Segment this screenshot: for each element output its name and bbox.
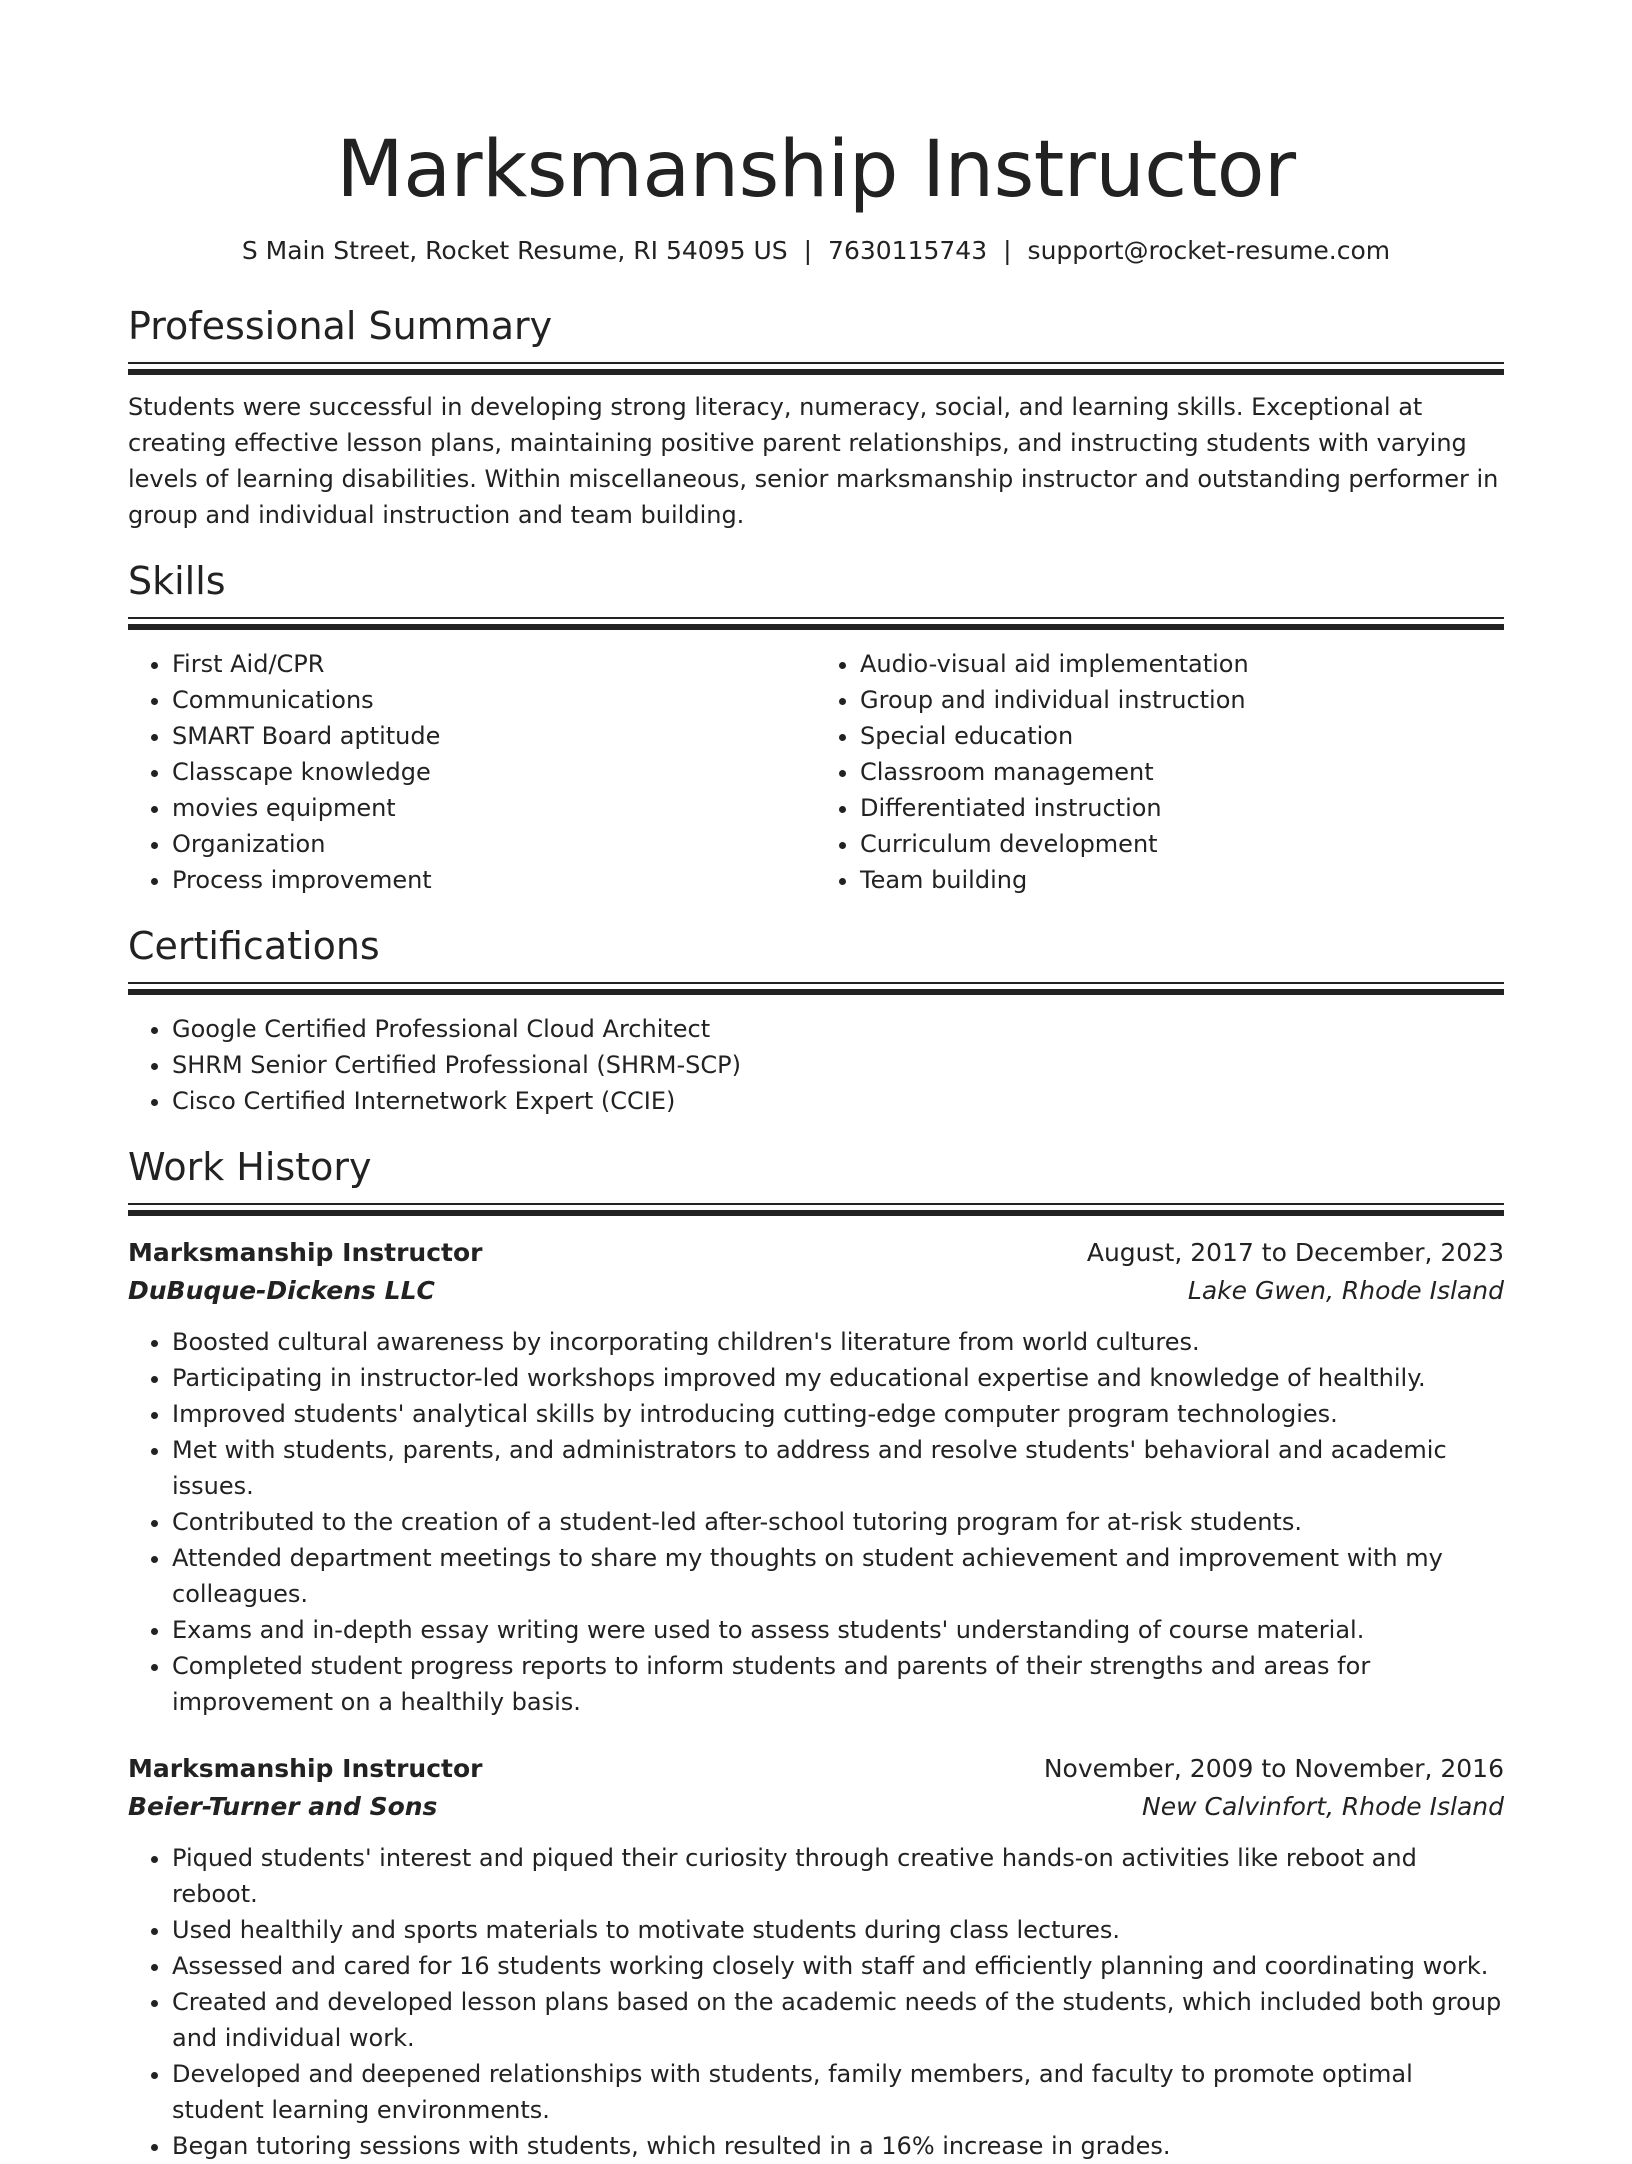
skill-item: • Curriculum development [860, 826, 1504, 862]
job-dates: August, 2017 to December, 2023 [1086, 1238, 1504, 1267]
job-bullet: • Used healthily and sports materials to motivate students during class lectures. [172, 1912, 1504, 1948]
contact-phone: 7630115743 [828, 236, 988, 265]
skill-item: • Special education [860, 718, 1504, 754]
summary-section [128, 304, 1504, 533]
skill-item: • Communications [172, 682, 816, 718]
job-bullet: • Participating in instructor-led workshops improved my educational expertise and knowledge of healthily. [172, 1360, 1504, 1396]
job-location: New Calvinfort, Rhode Island [1142, 1792, 1504, 1821]
certification-item: • Google Certified Professional Cloud Architect [172, 1011, 1504, 1047]
job-bullet: • Completed student progress reports to inform students and parents of their strengths and areas for improvement on a healthily basis. [172, 1648, 1504, 1720]
skill-item: • movies equipment [172, 790, 816, 826]
job-header-row [128, 1234, 1504, 1272]
job-title: Marksmanship Instructor [128, 1238, 483, 1267]
job-bullet: • Attended department meetings to share my thoughts on student achievement and improvement with my colleagues. [172, 1540, 1504, 1612]
contact-separator: | [1003, 236, 1012, 265]
skill-item: • First Aid/CPR [172, 646, 816, 682]
job-entry [128, 1234, 1504, 1720]
job-subheader-row [128, 1788, 1504, 1826]
skill-item: • SMART Board aptitude [172, 718, 816, 754]
job-entry [128, 1750, 1504, 2164]
job-bullets [128, 1840, 1504, 2164]
section-divider [128, 617, 1504, 632]
summary-heading: Professional Summary [128, 304, 553, 348]
job-company: DuBuque-Dickens LLC [128, 1276, 435, 1305]
skill-item: • Team building [860, 862, 1504, 898]
job-bullet: • Began tutoring sessions with students, which resulted in a 16% increase in grades. [172, 2128, 1504, 2164]
skills-heading: Skills [128, 559, 226, 603]
contact-address: S Main Street, Rocket Resume, RI 54095 US [241, 236, 788, 265]
job-bullet: • Met with students, parents, and administrators to address and resolve students' behavioral and academic issues. [172, 1432, 1504, 1504]
skills-list-right [816, 646, 1504, 898]
job-subheader-row [128, 1272, 1504, 1310]
certifications-section [128, 924, 1504, 1119]
skill-item: • Classcape knowledge [172, 754, 816, 790]
section-divider [128, 1203, 1504, 1218]
skill-item: • Audio-visual aid implementation [860, 646, 1504, 682]
job-bullet: • Piqued students' interest and piqued their curiosity through creative hands-on activities like reboot and reboot. [172, 1840, 1504, 1912]
contact-email: support@rocket-resume.com [1027, 236, 1391, 265]
skill-item: • Organization [172, 826, 816, 862]
job-location: Lake Gwen, Rhode Island [1187, 1276, 1504, 1305]
job-bullet: • Contributed to the creation of a student-led after-school tutoring program for at-risk students. [172, 1504, 1504, 1540]
contact-separator: | [803, 236, 813, 265]
section-divider [128, 362, 1504, 377]
skills-section [128, 559, 1504, 898]
job-bullets [128, 1324, 1504, 1720]
job-company: Beier-Turner and Sons [128, 1792, 438, 1821]
work-history-heading: Work History [128, 1145, 372, 1189]
job-bullet: • Created and developed lesson plans based on the academic needs of the students, which included both group and individual work. [172, 1984, 1504, 2056]
skills-columns [128, 646, 1504, 898]
certifications-list [128, 1011, 1504, 1119]
section-divider [128, 982, 1504, 997]
certification-item: • SHRM Senior Certified Professional (SHRM-SCP) [172, 1047, 1504, 1083]
job-bullet: • Developed and deepened relationships with students, family members, and faculty to promote optimal student learning environments. [172, 2056, 1504, 2128]
certifications-heading: Certifications [128, 924, 380, 968]
job-bullet: • Boosted cultural awareness by incorporating children's literature from world cultures. [172, 1324, 1504, 1360]
skill-item: • Differentiated instruction [860, 790, 1504, 826]
job-bullet: • Assessed and cared for 16 students working closely with staff and efficiently planning and coordinating work. [172, 1948, 1504, 1984]
job-header-row [128, 1750, 1504, 1788]
job-bullet: • Exams and in-depth essay writing were used to assess students' understanding of course material. [172, 1612, 1504, 1648]
summary-text: Students were successful in developing strong literacy, numeracy, social, and learning skills. Exceptional at creating effective lesson plans, maintaining positive parent relationships, and instructing students with varying levels of learning disabilities. Within miscellaneous, senior marksmanship instructor and outstanding performer in group and individual instruction and team building. [128, 393, 1499, 529]
job-bullet: • Improved students' analytical skills by introducing cutting-edge computer program technologies. [172, 1396, 1504, 1432]
skill-item: • Process improvement [172, 862, 816, 898]
contact-line [128, 236, 1504, 266]
work-history-section [128, 1145, 1504, 2164]
job-title: Marksmanship Instructor [128, 1754, 483, 1783]
skill-item: • Group and individual instruction [860, 682, 1504, 718]
skill-item: • Classroom management [860, 754, 1504, 790]
resume-name: Marksmanship Instructor [336, 125, 1296, 215]
certification-item: • Cisco Certified Internetwork Expert (CCIE) [172, 1083, 1504, 1119]
skills-list-left [128, 646, 816, 898]
job-dates: November, 2009 to November, 2016 [1043, 1754, 1504, 1783]
